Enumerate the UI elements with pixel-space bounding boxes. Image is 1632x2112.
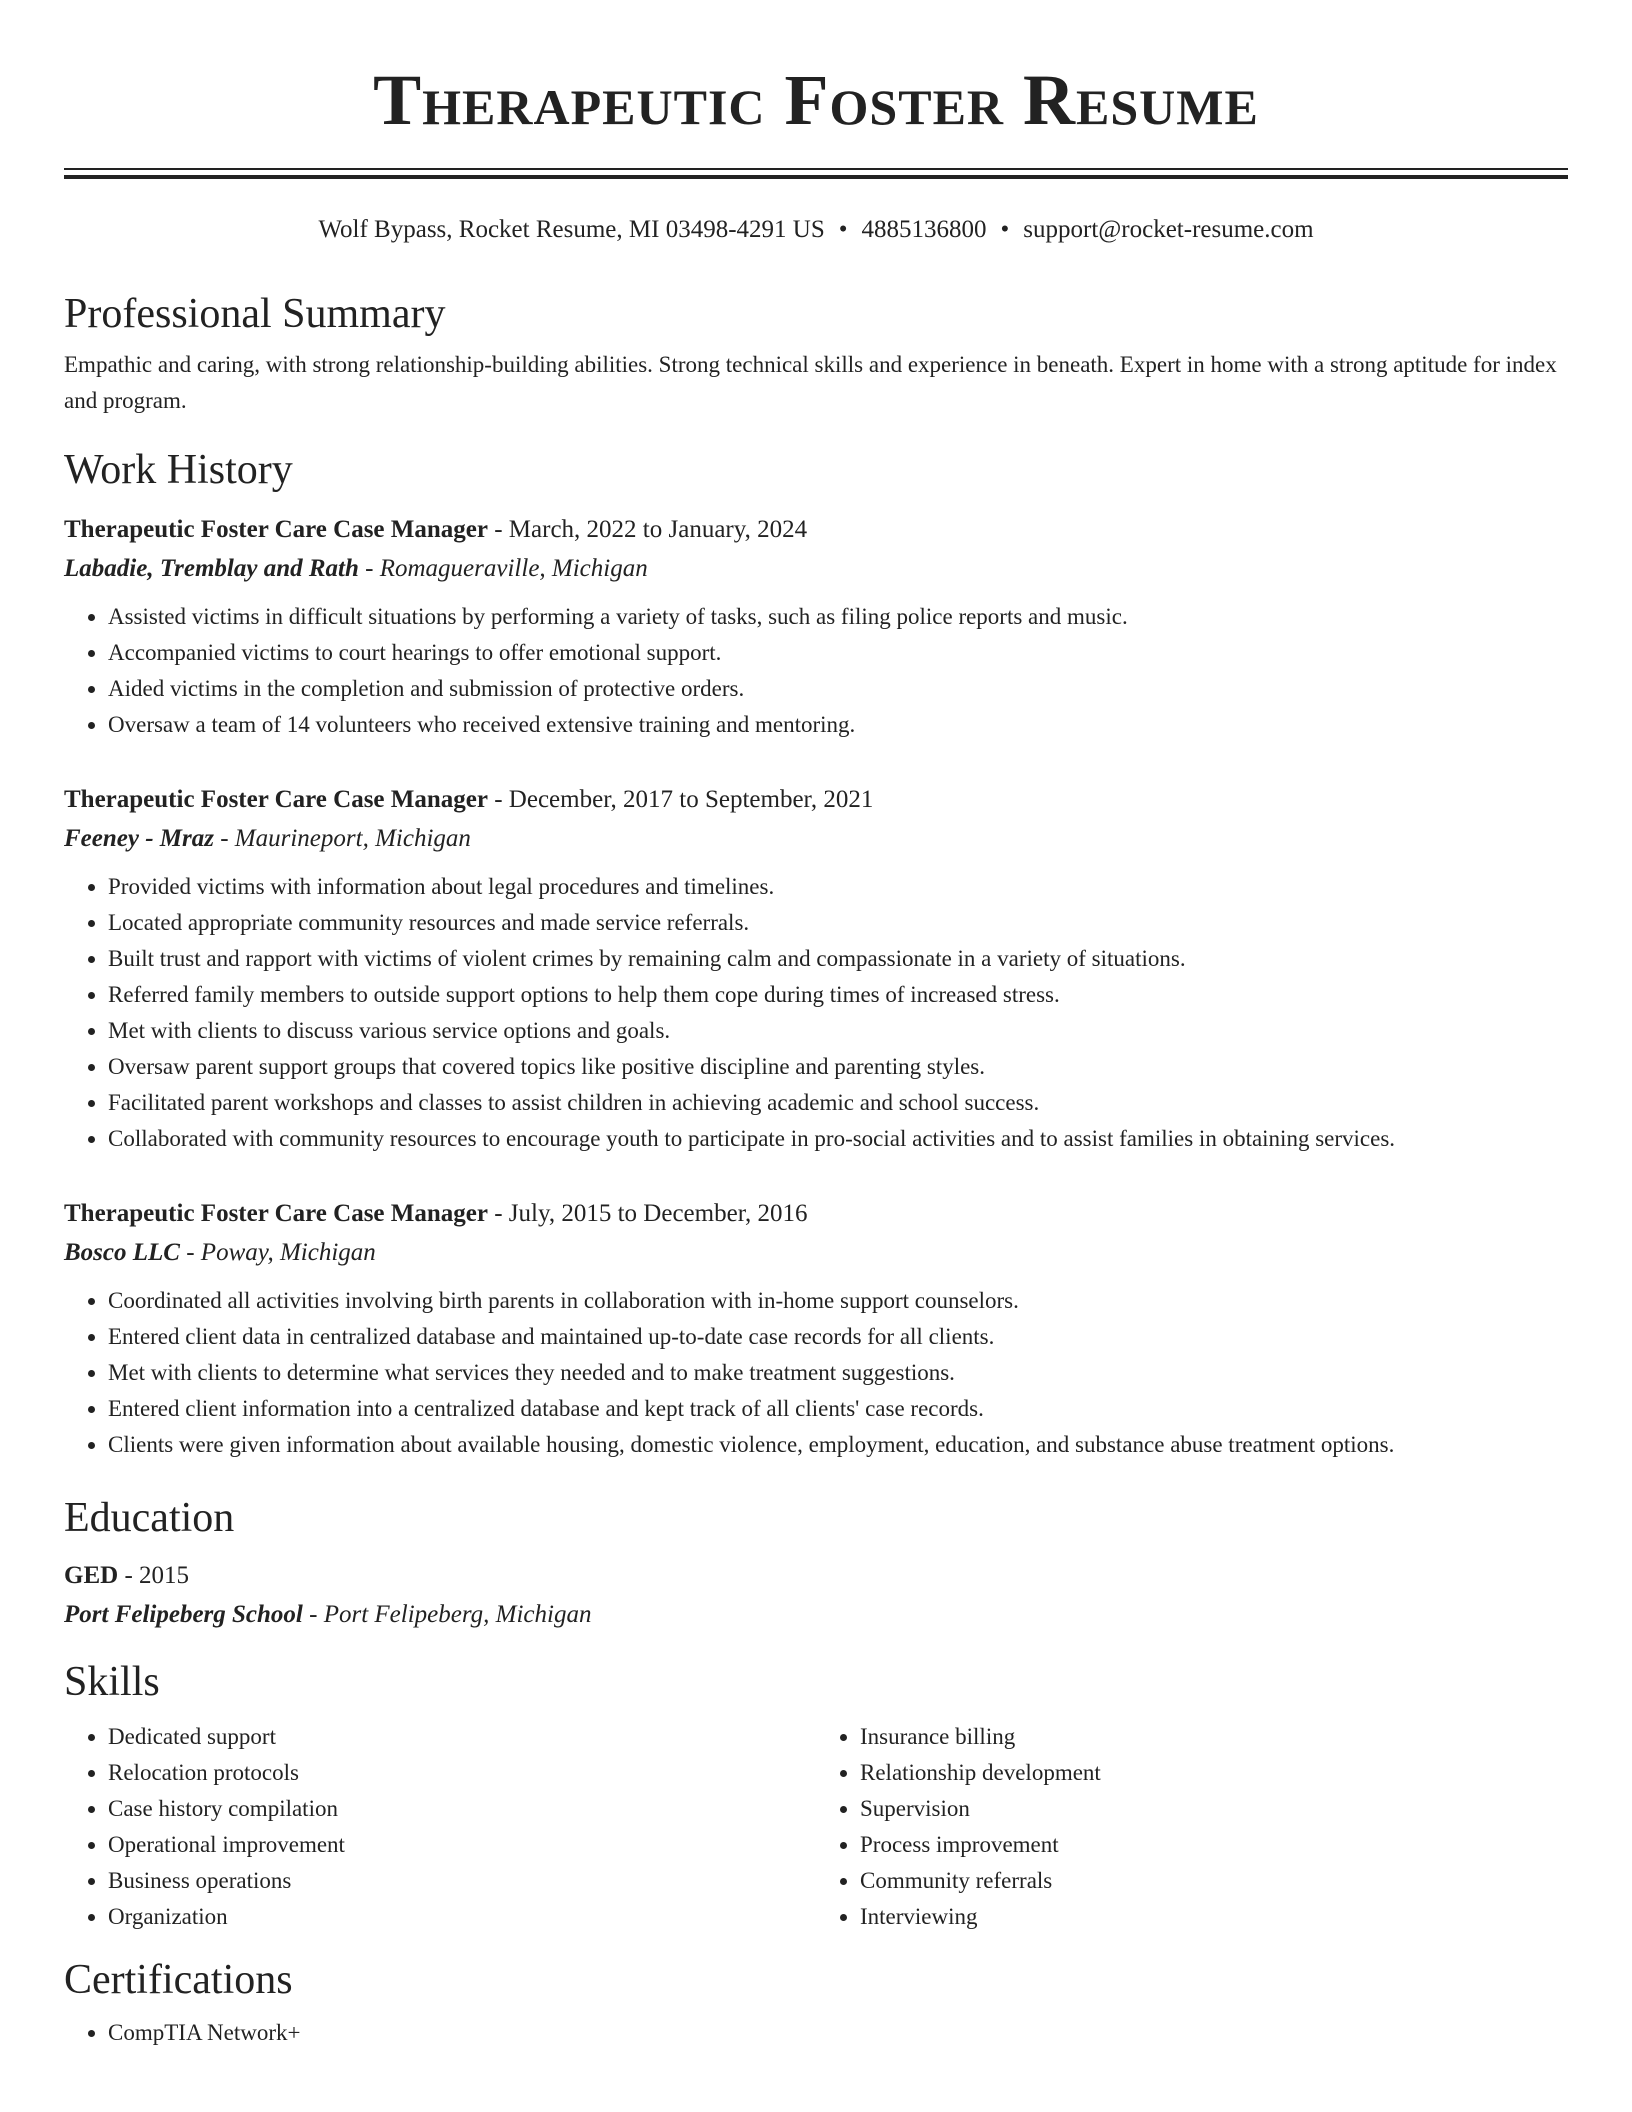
- skill-item: • Community referrals: [860, 1863, 1568, 1899]
- skill-item: • Insurance billing: [860, 1719, 1568, 1755]
- job-title-line: [64, 511, 1568, 549]
- skills-heading: Skills: [64, 1659, 160, 1705]
- job-bullet: • Facilitated parent workshops and classes to assist children in achieving academic and school success.: [108, 1085, 1568, 1121]
- skill-item: • Business operations: [108, 1863, 816, 1899]
- skill-item: • Relocation protocols: [108, 1755, 816, 1791]
- education-heading: Education: [64, 1495, 235, 1541]
- job-bullet: • Clients were given information about available housing, domestic violence, employment, education, and substance abuse treatment options.: [108, 1427, 1568, 1463]
- work-history-heading: Work History: [64, 447, 293, 493]
- education-degree: GED: [64, 1562, 119, 1589]
- job-bullet: • Located appropriate community resources and made service referrals.: [108, 905, 1568, 941]
- contact-email[interactable]: support@rocket-resume.com: [1023, 216, 1314, 243]
- job-entry: [64, 781, 1568, 1157]
- education-year: - 2015: [118, 1562, 190, 1589]
- summary-text: Empathic and caring, with strong relationship-building abilities. Strong technical skills and experience in beneath. Expert in home with a strong aptitude for index and program.: [64, 352, 1557, 413]
- title-divider-thick: [64, 175, 1568, 179]
- job-company: Bosco LLC: [64, 1239, 180, 1266]
- job-dates: - July, 2015 to December, 2016: [487, 1200, 808, 1227]
- job-title: Therapeutic Foster Care Case Manager: [64, 786, 488, 813]
- education-school-line: [64, 1595, 1568, 1635]
- job-entry: [64, 1195, 1568, 1463]
- job-title: Therapeutic Foster Care Case Manager: [64, 1200, 488, 1227]
- job-bullet: • Entered client data in centralized database and maintained up-to-date case records for all clients.: [108, 1319, 1568, 1355]
- job-title-line: [64, 1195, 1568, 1233]
- job-bullet: • Provided victims with information about legal procedures and timelines.: [108, 869, 1568, 905]
- job-bullet: • Referred family members to outside support options to help them cope during times of increased stress.: [108, 977, 1568, 1013]
- job-bullet: • Aided victims in the completion and submission of protective orders.: [108, 671, 1568, 707]
- job-company-line: [64, 549, 1568, 589]
- job-bullet: • Accompanied victims to court hearings to offer emotional support.: [108, 635, 1568, 671]
- job-location: - Maurineport, Michigan: [213, 825, 471, 852]
- resume-title: Therapeutic Foster Resume: [373, 60, 1259, 140]
- job-bullet: • Assisted victims in difficult situations by performing a variety of tasks, such as filing police reports and music.: [108, 599, 1568, 635]
- skills-column-right: [816, 1719, 1568, 1935]
- job-company: Labadie, Tremblay and Rath: [64, 555, 359, 582]
- job-location: - Poway, Michigan: [179, 1239, 376, 1266]
- job-bullet-list: [64, 599, 1568, 743]
- job-entry: [64, 511, 1568, 743]
- contact-line: [64, 215, 1568, 245]
- contact-separator: •: [1000, 216, 1010, 243]
- skill-item: • Operational improvement: [108, 1827, 816, 1863]
- contact-separator: •: [838, 216, 848, 243]
- job-dates: - March, 2022 to January, 2024: [487, 516, 808, 543]
- summary-heading: Professional Summary: [64, 291, 446, 337]
- skill-item: • Supervision: [860, 1791, 1568, 1827]
- job-bullet: • Oversaw parent support groups that covered topics like positive discipline and parenting styles.: [108, 1049, 1568, 1085]
- job-bullet: • Coordinated all activities involving birth parents in collaboration with in-home support counselors.: [108, 1283, 1568, 1319]
- skills-column-left: [64, 1719, 816, 1935]
- title-divider-thin: [64, 168, 1568, 170]
- job-bullet-list: [64, 869, 1568, 1157]
- work-history-list: [64, 511, 1568, 1463]
- job-title-line: [64, 781, 1568, 819]
- education-school: Port Felipeberg School: [64, 1601, 303, 1628]
- job-bullet: • Met with clients to discuss various service options and goals.: [108, 1013, 1568, 1049]
- job-company-line: [64, 1233, 1568, 1273]
- education-degree-line: [64, 1557, 1568, 1595]
- contact-address: Wolf Bypass, Rocket Resume, MI 03498-4291 US: [318, 216, 825, 243]
- certification-item: • CompTIA Network+: [108, 2015, 1568, 2051]
- contact-phone: 4885136800: [861, 216, 987, 243]
- job-bullet: • Oversaw a team of 14 volunteers who received extensive training and mentoring.: [108, 707, 1568, 743]
- job-title: Therapeutic Foster Care Case Manager: [64, 516, 488, 543]
- skill-item: • Process improvement: [860, 1827, 1568, 1863]
- job-company-line: [64, 819, 1568, 859]
- job-bullet-list: [64, 1283, 1568, 1463]
- education-entry: [64, 1557, 1568, 1635]
- certifications-heading: Certifications: [64, 1957, 293, 2003]
- certifications-list: [64, 2015, 1568, 2051]
- skill-item: • Interviewing: [860, 1899, 1568, 1935]
- skill-item: • Organization: [108, 1899, 816, 1935]
- job-bullet: • Met with clients to determine what services they needed and to make treatment suggestions.: [108, 1355, 1568, 1391]
- job-bullet: • Collaborated with community resources to encourage youth to participate in pro-social activities and to assist families in obtaining services.: [108, 1121, 1568, 1157]
- job-location: - Romagueraville, Michigan: [358, 555, 648, 582]
- job-bullet: • Built trust and rapport with victims of violent crimes by remaining calm and compassionate in a variety of situations.: [108, 941, 1568, 977]
- skill-item: • Case history compilation: [108, 1791, 816, 1827]
- skill-item: • Dedicated support: [108, 1719, 816, 1755]
- education-location: - Port Felipeberg, Michigan: [302, 1601, 592, 1628]
- skill-item: • Relationship development: [860, 1755, 1568, 1791]
- job-dates: - December, 2017 to September, 2021: [487, 786, 874, 813]
- skills-grid: [64, 1719, 1568, 1935]
- job-company: Feeney - Mraz: [64, 825, 214, 852]
- job-bullet: • Entered client information into a centralized database and kept track of all clients' case records.: [108, 1391, 1568, 1427]
